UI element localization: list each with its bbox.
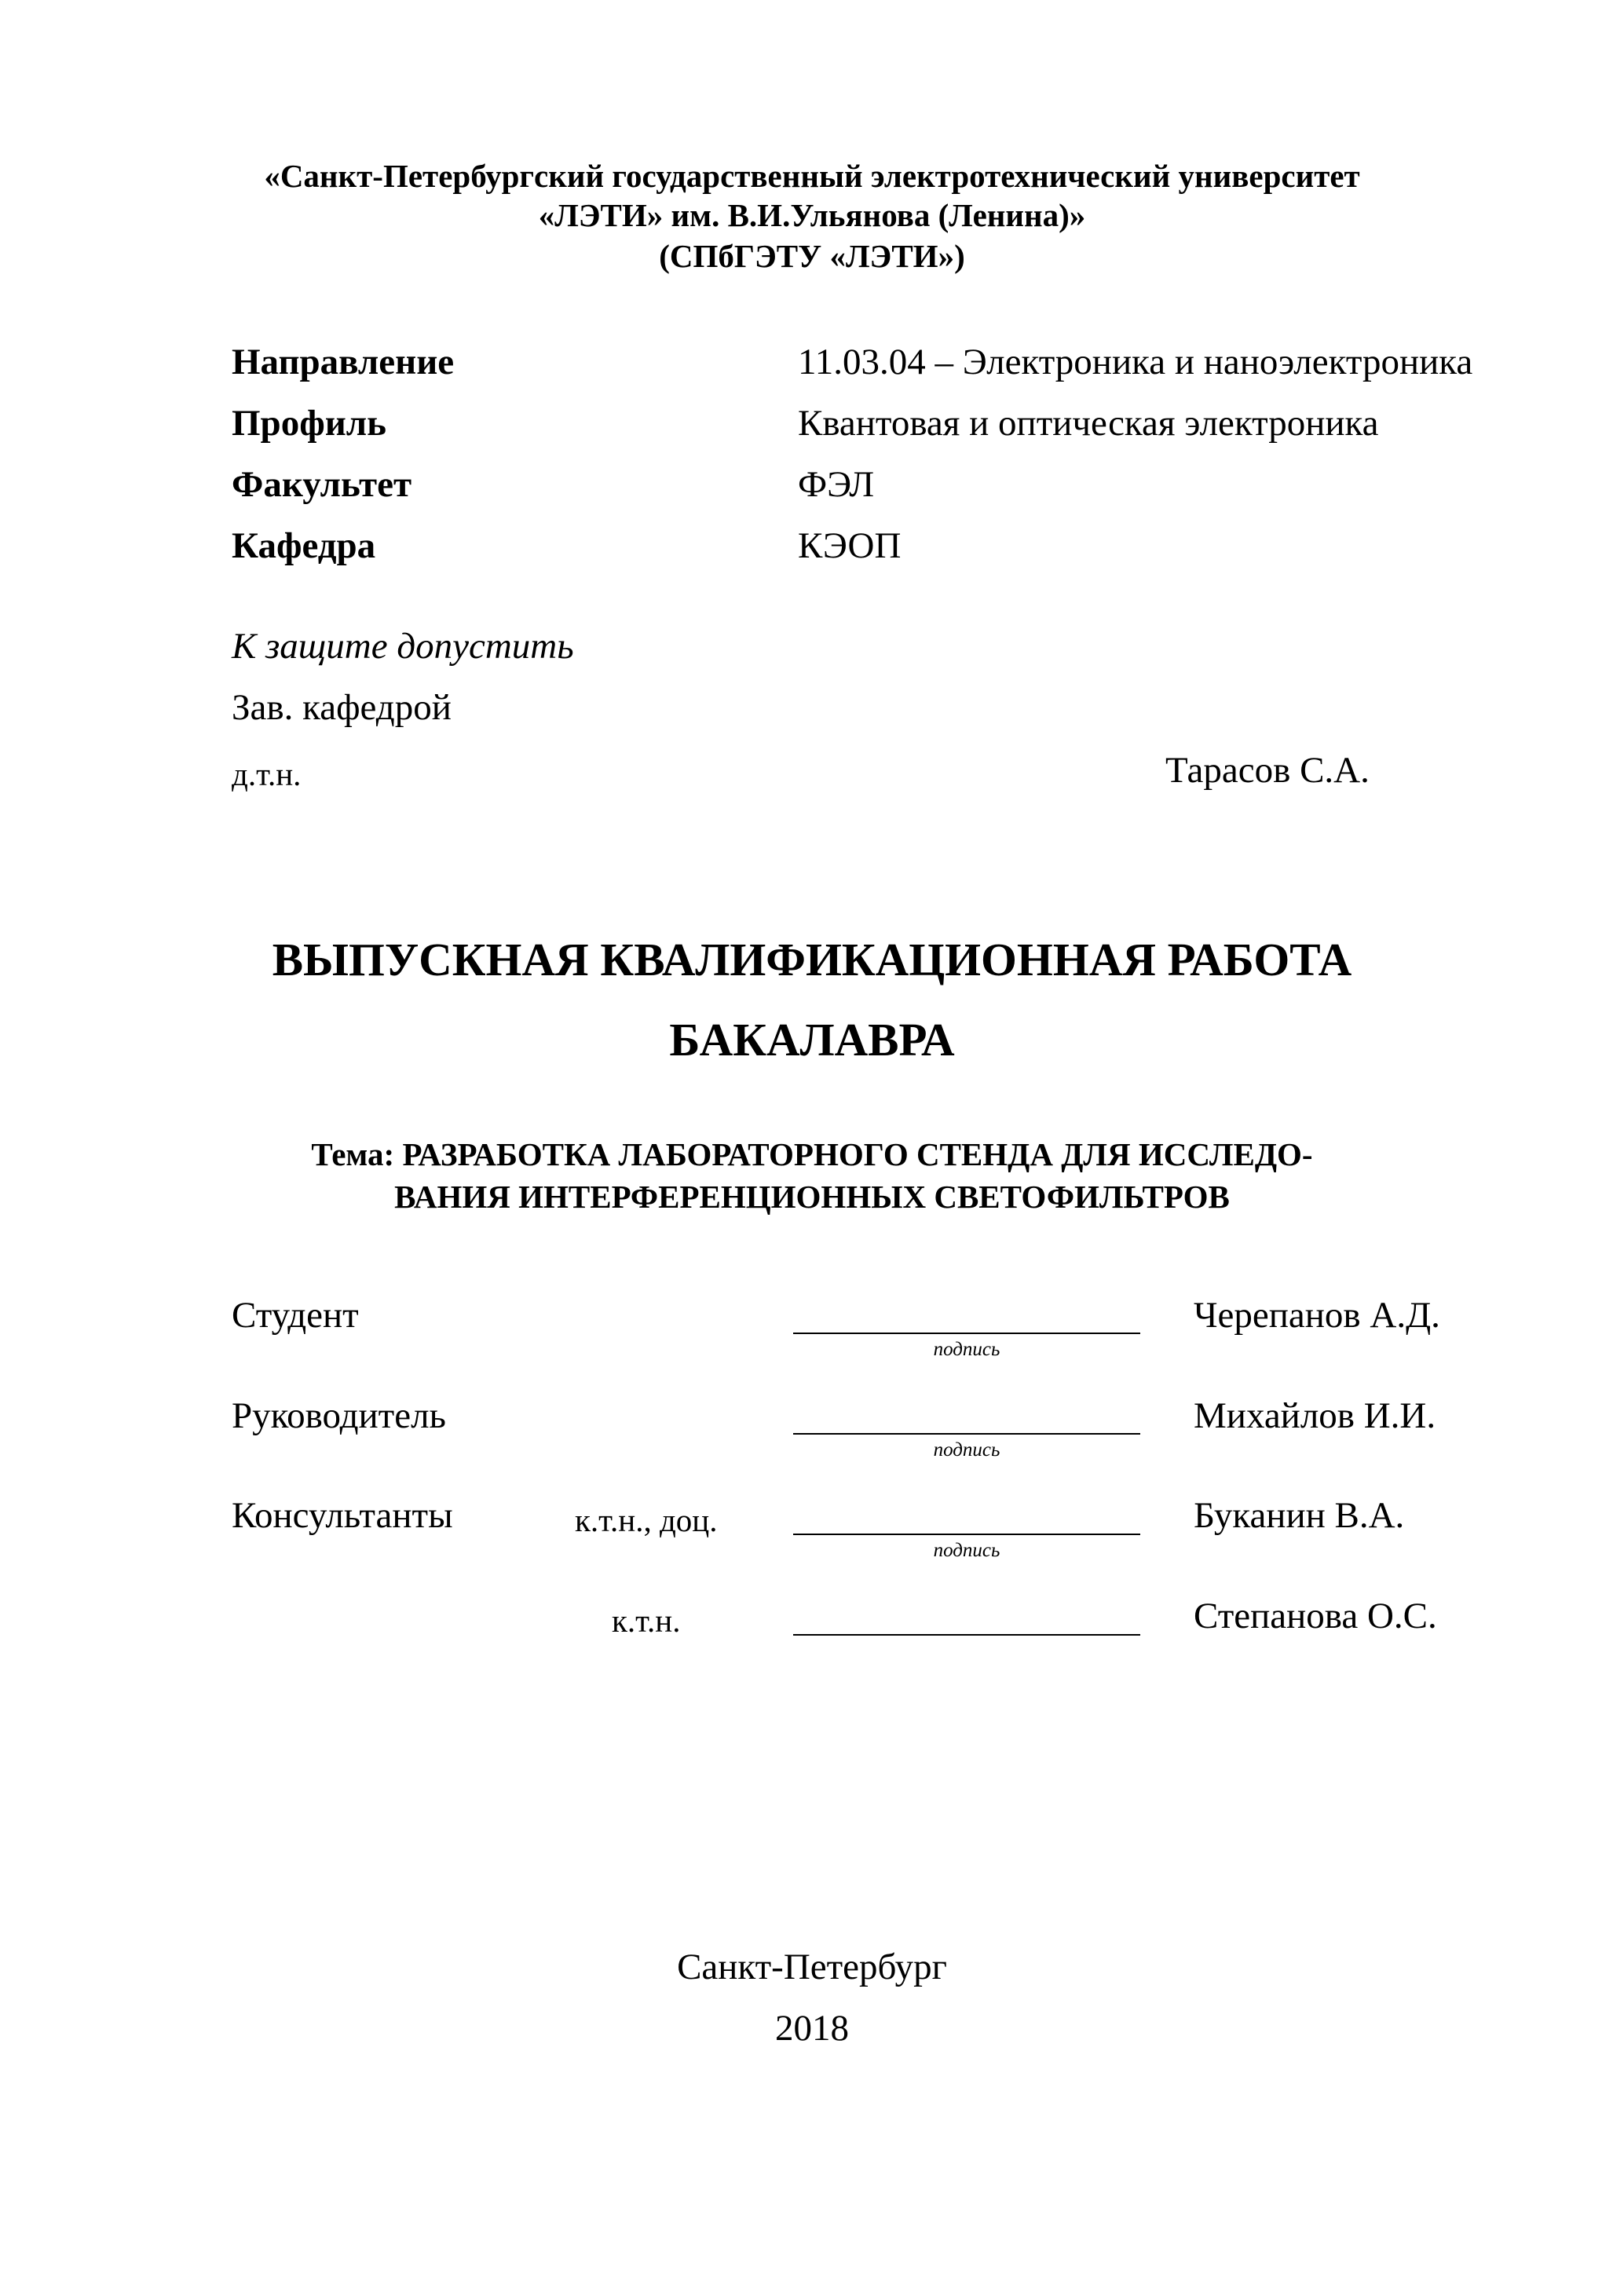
supervisor-signature-caption: подпись bbox=[933, 1439, 1000, 1461]
supervisor-role: Руководитель bbox=[232, 1395, 446, 1436]
faculty-label: Факультет bbox=[232, 464, 412, 505]
approval-head: Зав. кафедрой bbox=[232, 687, 452, 728]
direction-label: Направление bbox=[232, 342, 455, 382]
student-signature-line bbox=[793, 1333, 1140, 1334]
footer-city: Санкт-Петербург bbox=[677, 1947, 947, 1987]
supervisor-signature-line bbox=[793, 1433, 1140, 1435]
approval-name: Тарасов С.А. bbox=[1165, 750, 1370, 791]
footer-year: 2018 bbox=[775, 2008, 849, 2049]
consultant-1-name: Буканин В.А. bbox=[1194, 1495, 1405, 1536]
university-line-3: (СПбГЭТУ «ЛЭТИ») bbox=[659, 238, 965, 274]
work-title-line-2: БАКАЛАВРА bbox=[669, 1014, 955, 1066]
approval-degree: д.т.н. bbox=[232, 756, 302, 792]
student-name: Черепанов А.Д. bbox=[1194, 1295, 1440, 1336]
profile-label: Профиль bbox=[232, 403, 387, 444]
consultants-role: Консультанты bbox=[232, 1495, 453, 1536]
consultant-1-signature-caption: подпись bbox=[933, 1540, 1000, 1561]
consultant-1-signature-line bbox=[793, 1534, 1140, 1535]
department-label: Кафедра bbox=[232, 525, 376, 566]
approval-allow: К защите допустить bbox=[232, 626, 574, 667]
topic-line-2: ВАНИЯ ИНТЕРФЕРЕНЦИОННЫХ СВЕТОФИЛЬТРОВ bbox=[394, 1179, 1230, 1215]
consultant-2-degree: к.т.н. bbox=[612, 1603, 681, 1639]
consultant-1-degree: к.т.н., доц. bbox=[575, 1502, 718, 1538]
topic-line-1: Тема: РАЗРАБОТКА ЛАБОРАТОРНОГО СТЕНДА ДЛЯ ИССЛЕДО- bbox=[311, 1136, 1313, 1172]
faculty-value: ФЭЛ bbox=[798, 464, 875, 505]
work-title-line-1: ВЫПУСКНАЯ КВАЛИФИКАЦИОННАЯ РАБОТА bbox=[272, 934, 1352, 985]
supervisor-name: Михайлов И.И. bbox=[1194, 1395, 1436, 1436]
university-line-2: «ЛЭТИ» им. В.И.Ульянова (Ленина)» bbox=[538, 197, 1086, 233]
department-value: КЭОП bbox=[798, 525, 902, 566]
consultant-2-name: Степанова О.С. bbox=[1194, 1596, 1437, 1636]
student-signature-caption: подпись bbox=[933, 1339, 1000, 1360]
consultant-2-signature-line bbox=[793, 1634, 1140, 1636]
direction-value: 11.03.04 – Электроника и наноэлектроника bbox=[798, 342, 1473, 382]
university-line-1: «Санкт-Петербургский государственный электротехнический университет bbox=[264, 158, 1360, 194]
profile-value: Квантовая и оптическая электроника bbox=[798, 403, 1379, 444]
student-role: Студент bbox=[232, 1295, 359, 1336]
